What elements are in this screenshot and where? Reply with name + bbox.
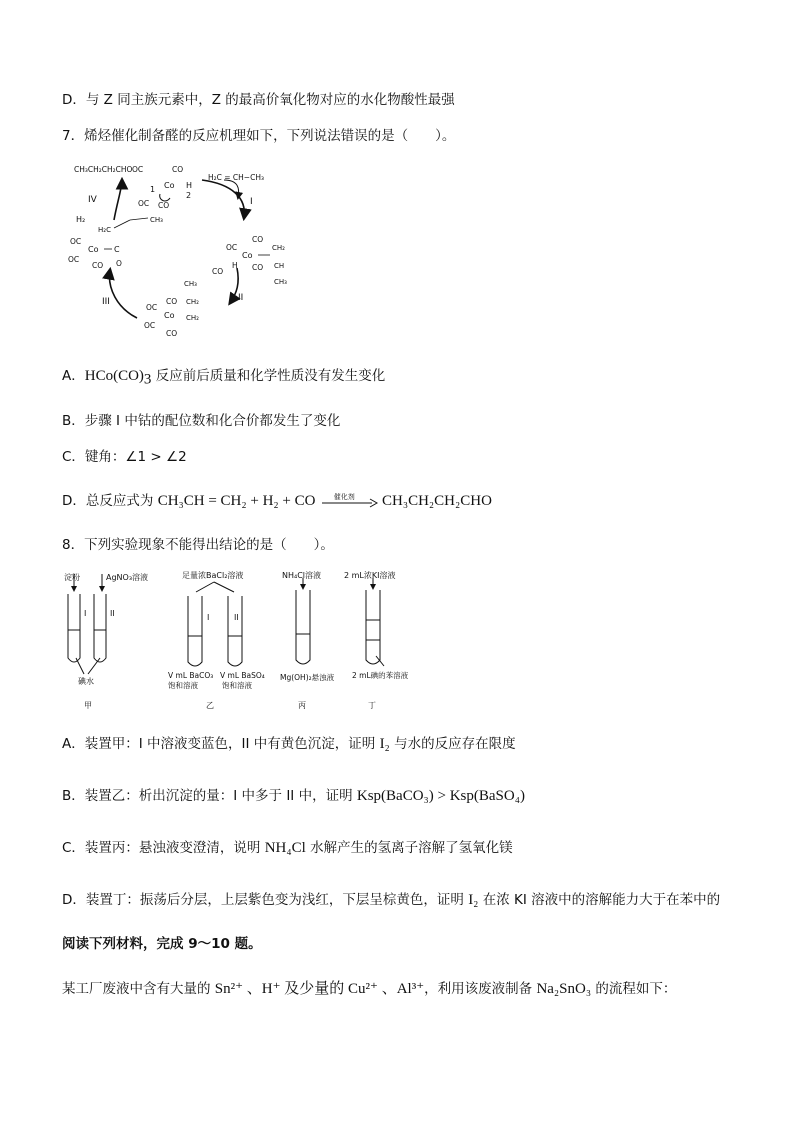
svg-text:OC: OC [146,303,158,312]
svg-text:CH: CH [274,262,285,270]
svg-text:H: H [232,261,238,270]
svg-text:CH₂: CH₂ [186,298,199,306]
material-text: 某工厂废液中含有大量的 Sn²⁺ 、H⁺ 及少量的 Cu²⁺ 、Al³⁺，利用该废液制备 Na₂SnO₃ 的流程如下： [62,981,677,997]
option-7d: D．总反应式为 CH₃CH = CH₂ + H₂ + CO 催化剂 CH₃CH₂CH₂CHO [62,493,492,509]
svg-text:CO: CO [92,261,104,270]
question-7: 7．烯烃催化制备醛的反应机理如下，下列说法错误的是（ ）。 [62,128,456,144]
cycle-arrow-ii [230,268,238,303]
svg-text:碘水: 碘水 [78,677,94,686]
svg-text:CO: CO [158,201,170,210]
svg-text:H₂C: H₂C [98,226,111,234]
svg-text:CO: CO [172,165,184,174]
step-iv: IV [88,195,97,205]
option-7c: C．键角：∠1 > ∠2 [62,449,187,465]
svg-text:CH₃: CH₃ [184,280,197,288]
svg-text:II: II [234,613,239,622]
product-label: CH₃CH₂CH₂CHO [74,165,133,174]
svg-text:NH₄Cl溶液: NH₄Cl溶液 [282,571,322,580]
option-8b: B．装置乙：析出沉淀的量：I 中多于 II 中，证明 Ksp(BaCO₃) > Ksp(BaSO₄) [62,788,525,804]
label-ding: 丁 [368,701,376,710]
svg-text:CH₃: CH₃ [150,216,163,224]
svg-text:CH₂: CH₂ [272,244,285,252]
svg-text:CO: CO [166,329,178,338]
label-bing: 丙 [298,701,306,710]
step-i: I [250,197,253,207]
angle-1-label: 1 [150,185,156,194]
svg-text:H: H [186,181,193,190]
option-8a: A．装置甲：I 中溶液变蓝色，II 中有黄色沉淀，证明 I₂ 与水的反应存在限度 [62,736,516,752]
svg-text:OC: OC [70,237,82,246]
svg-text:Mg(OH)₂悬浊液: Mg(OH)₂悬浊液 [280,673,335,682]
svg-text:OC: OC [144,321,156,330]
propene-label: H₂C = CH−CH₃ [208,173,264,182]
svg-text:OC: OC [138,199,150,208]
apparatus-diagram [62,566,432,716]
svg-text:OC: OC [226,243,238,252]
svg-text:饱和溶液: 饱和溶液 [222,681,252,690]
cycle-arrow-i [202,180,244,218]
svg-text:V mL BaSO₄: V mL BaSO₄ [220,671,265,680]
svg-text:C: C [114,245,120,254]
step-ii: II [238,293,244,303]
option-7b: B．步骤 I 中钴的配位数和化合价都发生了变化 [62,413,341,429]
svg-text:CO: CO [252,263,264,272]
svg-text:饱和溶液: 饱和溶液 [168,681,198,690]
svg-text:CH₃: CH₃ [274,278,287,286]
label-jia: 甲 [84,701,92,710]
option-8d: D．装置丁：振荡后分层，上层紫色变为浅红，下层呈棕黄色，证明 I₂ 在浓 KI 溶液中的溶解能力大于在苯中的 [62,892,721,908]
svg-text:CO: CO [166,297,178,306]
angle-2-label: 2 [186,191,192,200]
cycle-arrow-iii [109,270,137,318]
h2-label: H₂ [76,215,86,224]
option-8c: C．装置丙：悬浊液变澄清，说明 NH₄Cl 水解产生的氢离子溶解了氢氧化镁 [62,840,513,856]
svg-text:淀粉: 淀粉 [64,573,80,582]
svg-text:V mL BaCO₃: V mL BaCO₃ [168,671,214,680]
reading-instruction: 阅读下列材料，完成 9～10 题。 [62,936,262,952]
svg-text:Co: Co [164,311,175,320]
svg-text:Co: Co [242,251,253,260]
svg-text:CO: CO [212,267,224,276]
svg-text:OC: OC [132,165,144,174]
svg-text:O: O [116,259,122,268]
svg-text:CH₂: CH₂ [186,314,199,322]
option-6d: D．与 Z 同主族元素中，Z 的最高价氧化物对应的水化物酸性最强 [62,92,455,108]
label-yi: 乙 [206,701,214,710]
svg-text:Co: Co [88,245,99,254]
svg-text:AgNO₃溶液: AgNO₃溶液 [106,573,149,582]
step-iii: III [102,297,110,307]
svg-text:Co: Co [164,181,175,190]
catalytic-cycle-diagram [62,158,302,340]
svg-text:OC: OC [68,255,80,264]
catalyst-arrow: 催化剂 [320,493,378,509]
svg-text:2 mL碘的苯溶液: 2 mL碘的苯溶液 [352,671,409,680]
svg-text:I: I [207,613,210,622]
svg-text:CO: CO [252,235,264,244]
svg-text:足量浓BaCl₂溶液: 足量浓BaCl₂溶液 [182,571,244,580]
svg-text:2 mL浓KI溶液: 2 mL浓KI溶液 [344,571,396,580]
svg-text:II: II [110,609,115,618]
question-8: 8．下列实验现象不能得出结论的是（ ）。 [62,537,334,553]
svg-text:I: I [84,609,87,618]
option-7a: A．$HCo(CO)_3$ 反应前后质量和化学性质没有发生变化 [62,368,386,388]
cycle-arrow-iv [114,180,122,220]
